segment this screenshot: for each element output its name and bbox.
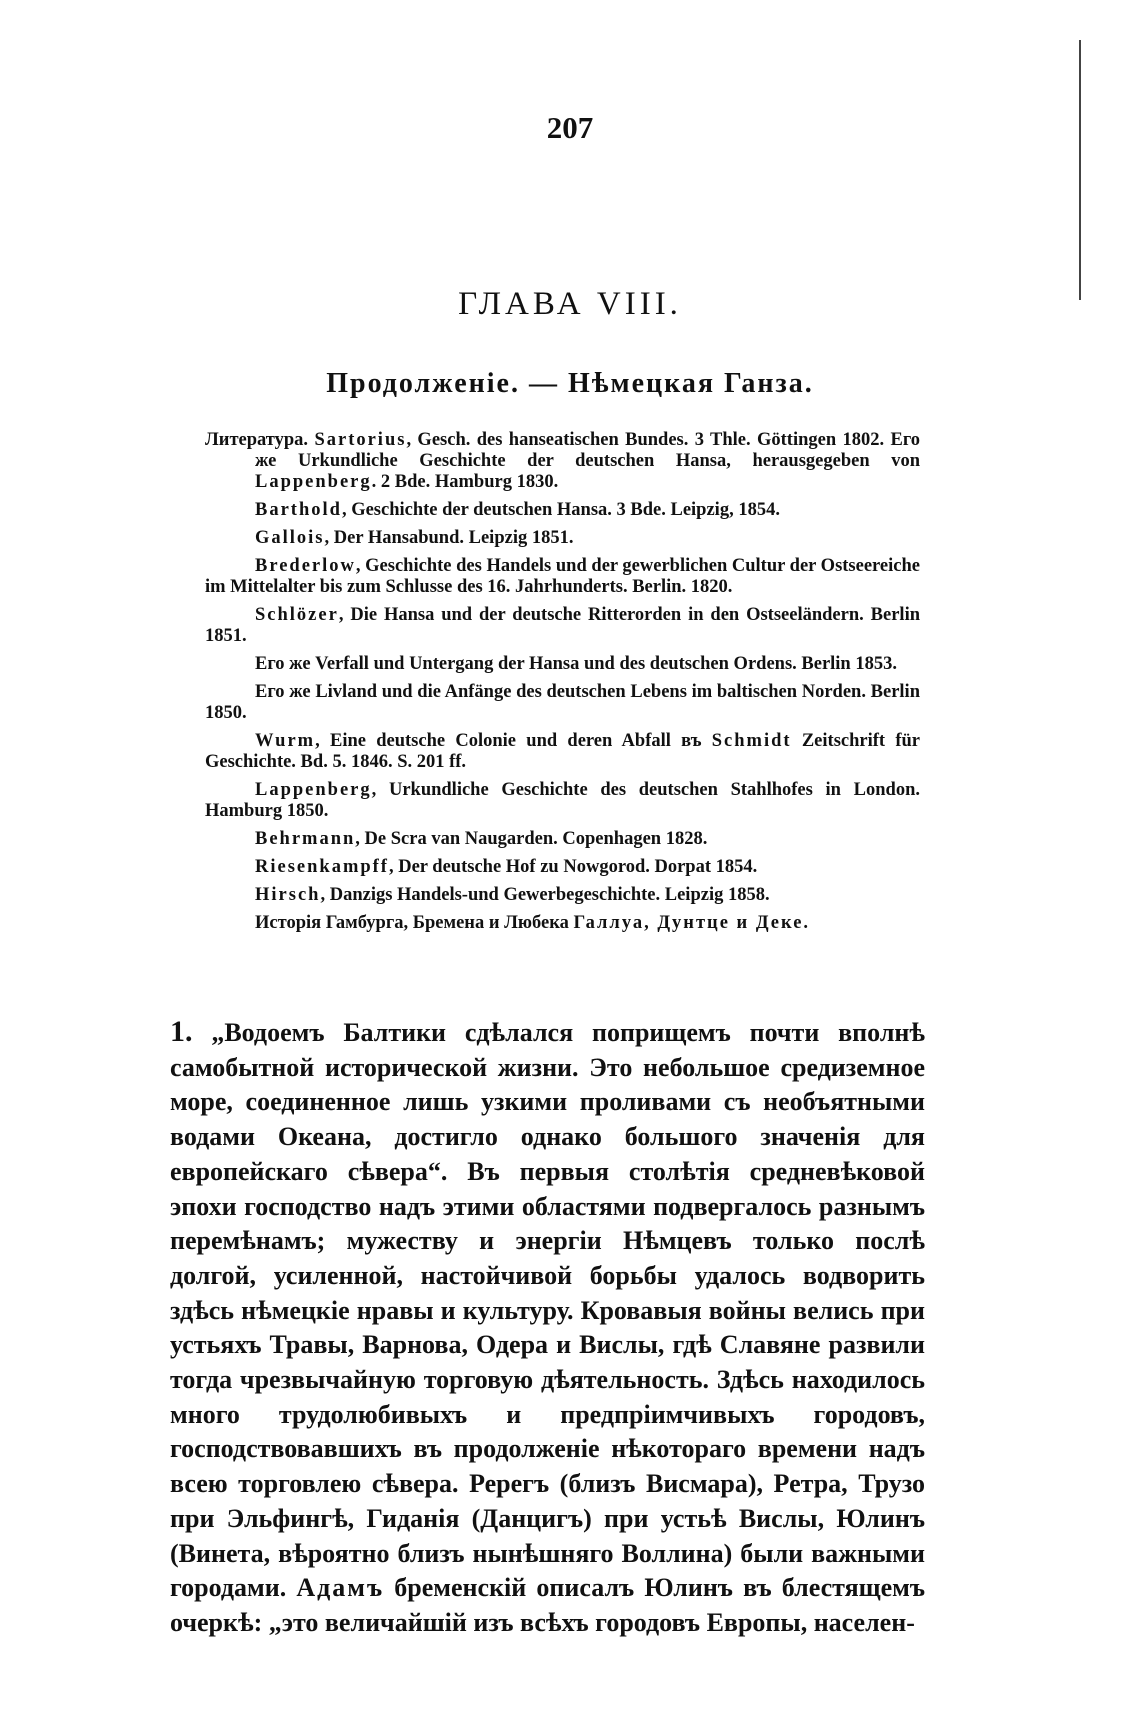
entry-text: , Gesch. des hanseatischen Bundes. 3 Thle. Göttingen 1802. Его же Urkundliche Geschichte der deutschen Hansa, herausgegeben von [255,430,921,471]
entry-text: , Geschichte der deutschen Hansa. 3 Bde. Leipzig, 1854. [341,500,780,520]
author-name: Riesenkampff [255,857,389,877]
author-name: Lappenberg [255,472,372,492]
entry-text: , Die Hansa und der deutsche Ritterorden in den Ostseeländern. Berlin 1851. [205,605,920,646]
author-name: Barthold [255,500,342,520]
literature-entry [205,780,920,822]
paragraph-text: „Водоемъ Балтики сдѣлался поприщемъ почти вполнѣ самобытной исторической жизни. Это небольшое средиземное море, соединенное лишь узкими проливами съ необъятными водами Океана, достигло однако большого значенія для европейскаго сѣвера“. Въ первыя столѣтія средневѣковой эпохи господство надъ этими областями подвергалось разнымъ перемѣнамъ; мужеству и энергіи Нѣмцевъ только послѣ долгой, усиленной, настойчивой борьбы удалось водворить здѣсь нѣмецкіе нравы и культуру. Кровавыя войны велись при устьяхъ Травы, Варнова, Одера и Вислы, гдѣ Славяне развили тогда чрезвычайную торговую дѣятельность. Здѣсь находилось много трудолюбивыхъ и предпріимчивыхъ городовъ, господствовавшихъ въ продолженіе нѣкотораго времени надъ всею торговлею сѣвера. Ререгъ (близъ Висмара), Ретра, Трузо при Эльфингѣ, Гиданія (Данцигъ) при устьѣ Вислы, Юлинъ (Винета, вѣроятно близъ нынѣшняго Воллина) были важными городами. [170,1018,925,1603]
author-name: Sartorius [314,430,407,450]
literature-entry [205,556,920,598]
author-name: Hirsch [255,885,321,905]
entry-text: Zeitschrift für Geschichte. Bd. 5. 1846. S. 201 ff. [205,731,920,772]
paragraph-number: 1. [170,1015,193,1048]
entry-text: Verfall und Untergang der Hansa und des deutschen Ordens. Berlin 1853. [310,654,897,674]
author-name: Lappenberg [255,780,372,800]
paragraph-text: бременскій описалъ Юлинъ въ блестящемъ очеркѣ: „это величайшій изъ всѣхъ городовъ Европы, населен- [170,1573,925,1637]
entry-text: Исторія Гамбурга, Бремена и Любека [255,913,574,933]
literature-section [205,430,920,934]
literature-entry [205,654,920,675]
author-name: Behrmann [255,829,356,849]
literature-entry [205,857,920,878]
literature-entry [205,682,920,724]
entry-text: , De Scra van Naugarden. Copenhagen 1828. [355,829,708,849]
entry-text: , Der deutsche Hof zu Nowgorod. Dorpat 1854. [388,857,758,877]
literature-entry [205,829,920,850]
page-number: 207 [546,110,594,145]
author-name: Gallois [255,528,325,548]
entry-text: , Danzigs Handels-und Gewerbegeschichte. Leipzig 1858. [320,885,770,905]
author-name: Brederlow [255,556,356,576]
literature-entry [205,913,920,934]
entry-text: . 2 Bde. Hamburg 1830. [371,472,559,492]
person-name: Адамъ [296,1573,385,1603]
scan-edge-line [1079,40,1081,300]
literature-entry [205,500,920,521]
chapter-subtitle: Продолженіе. — Нѣмецкая Ганза. [326,368,814,399]
entry-text: , Eine deutsche Colonie und deren Abfall въ [315,731,712,751]
author-name: Его же [255,682,311,702]
author-name: Галлуа, Дунтце и Деке. [573,913,811,933]
paragraph [170,1015,925,1641]
literature-entry [205,430,920,493]
chapter-title: ГЛАВА VIII. [458,286,682,322]
literature-entry [205,605,920,647]
literature-entry [205,528,920,549]
literature-label: Литература. [205,430,309,450]
literature-entry [205,885,920,906]
author-name: Schlözer [255,605,339,625]
author-name: Schmidt [711,731,792,751]
entry-text: , Urkundliche Geschichte des deutschen Stahlhofes in London. Hamburg 1850. [205,780,920,821]
author-name: Wurm [255,731,316,751]
author-name: Его же [255,654,311,674]
entry-text: , Geschichte des Handels und der gewerblichen Cultur der Ostseereiche im Mittelalter bis zum Schlusse des 16. Jahrhunderts. Berlin. 1820. [205,556,920,597]
literature-entry [205,731,920,773]
main-text [170,1015,925,1641]
entry-text: Livland und die Anfänge des deutschen Lebens im baltischen Norden. Berlin 1850. [205,682,920,723]
entry-text: , Der Hansabund. Leipzig 1851. [324,528,574,548]
